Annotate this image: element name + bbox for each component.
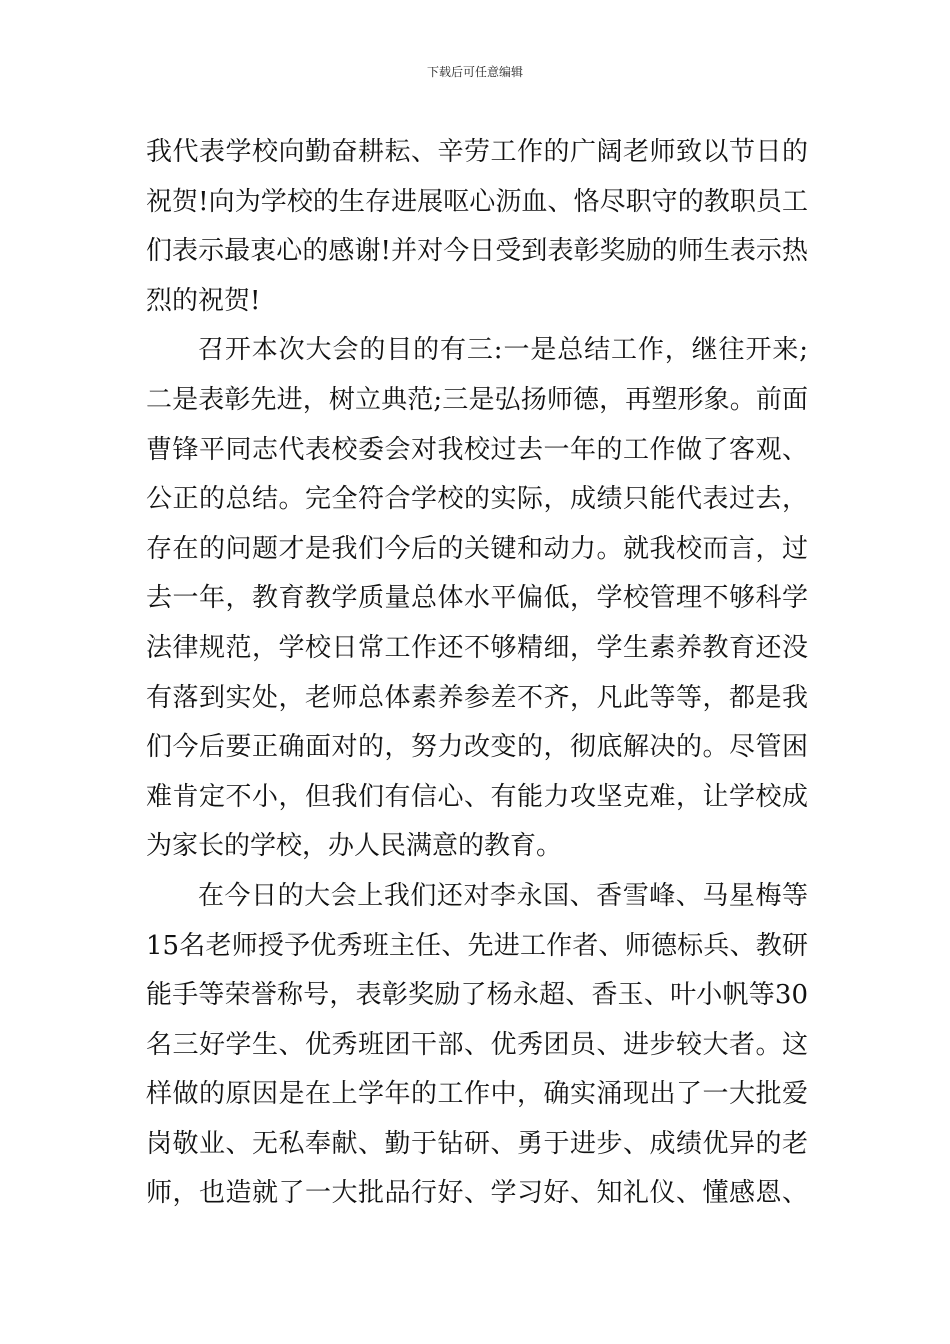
paragraph-3-line: 能手等荣誉称号，表彰奖励了杨永超、香玉、叶小帆等30 (146, 980, 808, 1011)
paragraph-2-line: 存在的问题才是我们今后的关键和动力。就我校而言，过 (146, 533, 808, 564)
paragraph-2-line: 曹锋平同志代表校委会对我校过去一年的工作做了客观、 (146, 434, 808, 465)
paragraph-2-line: 去一年，教育教学质量总体水平偏低，学校管理不够科学 (146, 583, 808, 614)
paragraph-1-line: 们表示最衷心的感谢!并对今日受到表彰奖励的师生表示热 (146, 236, 808, 267)
paragraph-3-line: 样做的原因是在上学年的工作中，确实涌现出了一大批爱 (146, 1079, 808, 1110)
paragraph-2-line: 难肯定不小，但我们有信心、有能力攻坚克难，让学校成 (146, 781, 808, 812)
paragraph-2-line: 们今后要正确面对的，努力改变的，彻底解决的。尽管困 (146, 732, 808, 763)
paragraph-3-line: 岗敬业、无私奉献、勤于钻研、勇于进步、成绩优异的老 (146, 1128, 808, 1159)
paragraph-2-line: 为家长的学校，办人民满意的教育。 (146, 831, 563, 862)
document-body (146, 128, 808, 1219)
paragraph-2-line: 召开本次大会的目的有三:一是总结工作，继往开来; (198, 335, 808, 366)
paragraph-2-line: 二是表彰先进，树立典范;三是弘扬师德，再塑形象。前面 (146, 384, 808, 415)
paragraph-3-line: 15名老师授予优秀班主任、先进工作者、师德标兵、教研 (146, 930, 808, 961)
paragraph-2-line: 法律规范，学校日常工作还不够精细，学生素养教育还没 (146, 632, 808, 663)
paragraph-1-line: 祝贺!向为学校的生存进展呕心沥血、恪尽职守的教职员工 (146, 186, 808, 217)
paragraph-1-line: 我代表学校向勤奋耕耘、辛劳工作的广阔老师致以节日的 (146, 137, 808, 167)
page-header: 下载后可任意编辑 (426, 65, 523, 79)
paragraph-3-line: 在今日的大会上我们还对李永国、香雪峰、马星梅等 (198, 880, 808, 911)
paragraph-1-line: 烈的祝贺! (146, 285, 261, 316)
paragraph-3-line: 名三好学生、优秀班团干部、优秀团员、进步较大者。这 (146, 1029, 808, 1060)
paragraph-3-line: 师，也造就了一大批品行好、学习好、知礼仪、懂感恩、 (146, 1178, 808, 1209)
paragraph-2-line: 有落到实处，老师总体素养参差不齐，凡此等等，都是我 (146, 682, 808, 713)
paragraph-2-line: 公正的总结。完全符合学校的实际，成绩只能代表过去， (146, 484, 808, 515)
